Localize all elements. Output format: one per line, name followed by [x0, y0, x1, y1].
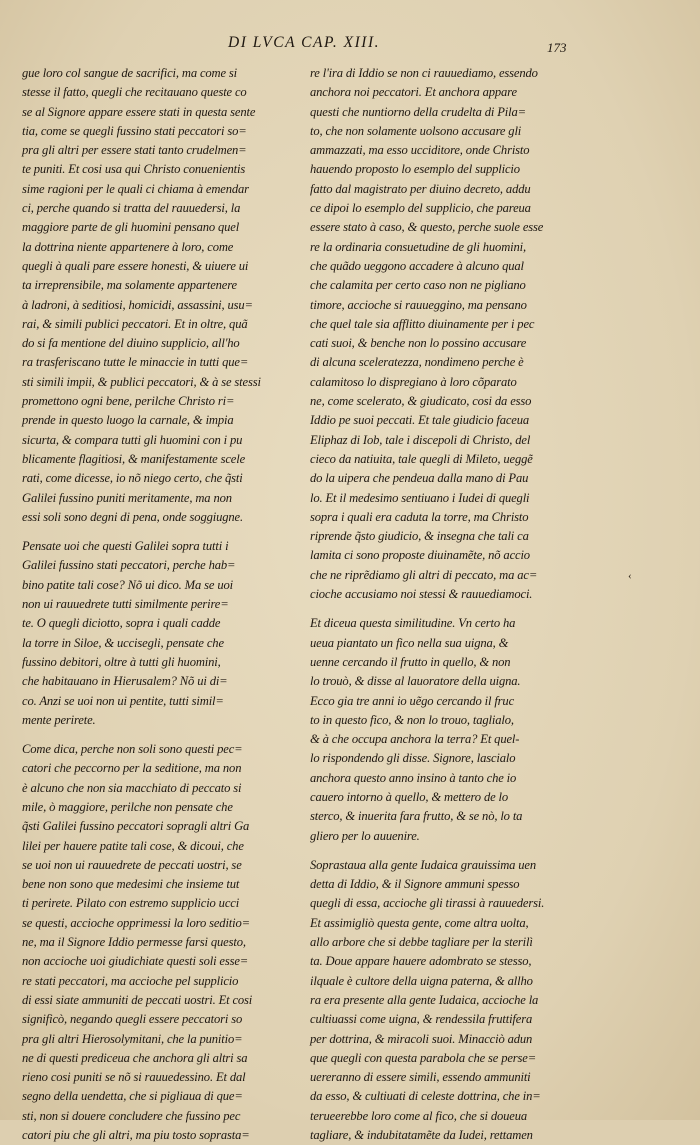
text-line: rieno cosi puniti se nõ si rauuedessino. Et dal — [22, 1070, 246, 1085]
text-line: di alcuna sceleratezza, nondimeno perche è — [310, 355, 524, 370]
text-line: re l'ira di Iddio se non ci rauuediamo, essendo — [310, 66, 538, 80]
text-line: uereranno di essere simili, essendo ammuniti — [310, 1070, 531, 1085]
text-line: sopra i quali era caduta la torre, ma Christo — [310, 509, 529, 524]
text-line: lo trouò, & disse al lauoratore della uigna. — [310, 674, 521, 689]
text-line: Iddio pe suoi peccati. Et tale giudicio faceua — [310, 413, 530, 428]
text-line: que quegli con questa parabola che se perse= — [310, 1050, 537, 1065]
paragraph — [22, 537, 302, 730]
text-line: anchora questo anno insino à tanto che io — [310, 770, 517, 785]
text-line: to, che non solamente uolsono accusare gli — [310, 123, 522, 138]
text-line: fussino debitori, oltre à tutti gli huomini, — [22, 654, 221, 669]
text-line: ci, perche quando si tratta del rauuedersi, la — [22, 201, 241, 216]
text-line: do la uipera che pendeua dalla mano di Pau — [310, 471, 529, 486]
text-line: q̃sti Galilei fussino peccatori sopragli altri Ga — [22, 819, 250, 834]
text-line: cati suoi, & benche non lo possino accusare — [310, 336, 527, 351]
text-line: ra era presente alla gente Iudaica, accioche la — [310, 992, 539, 1007]
text-line: pra gli altri per essere stati tanto crudelmen= — [22, 143, 247, 158]
text-line: cieco da natiuita, tale quegli di Mileto, ueggẽ — [310, 451, 533, 466]
text-line: to in questo fico, & non lo trouo, taglialo, — [310, 712, 514, 727]
text-line: ra trasferiscano tutte le minaccie in tutti que= — [22, 355, 249, 370]
text-line: stesse il fatto, quegli che recitauano queste co — [22, 85, 247, 100]
text-line: riprende q̃sto giudicio, & insegna che tali ca — [310, 529, 529, 544]
text-line: Soprastaua alla gente Iudaica grauissima uen — [310, 857, 537, 872]
text-line: timore, accioche si rauueggino, ma pensano — [310, 297, 527, 312]
text-line: sterco, & inuerita fara frutto, & se nò, lo ta — [310, 809, 523, 824]
text-line: che calamita per certo caso non ne pigliano — [310, 278, 526, 293]
text-line: tia, come se quegli fussino stati peccatori so= — [22, 123, 247, 138]
text-line: te. O quegli diciotto, sopra i quali cadde — [22, 616, 221, 631]
text-line: non ui rauuedrete tutti similmente perire= — [22, 597, 229, 612]
text-line: questi che nuntiorno della crudelta di Pila= — [310, 104, 526, 119]
text-line: cultiuassi come uigna, & rendessila fruttifera — [310, 1012, 533, 1027]
text-line: tagliare, & indubitatamẽte da Iudei, rettamen — [310, 1128, 533, 1143]
text-line: lamita ci sono proposte diuinamẽte, nõ accio — [310, 548, 530, 563]
text-line: cauero intorno à quello, & mettero de lo — [310, 789, 509, 804]
text-line: & à che occupa anchora la terra? Et quel- — [310, 732, 520, 747]
text-line: essere stato à caso, & questo, perche suole esse — [310, 220, 544, 235]
text-line: che quel tale sia afflitto diuinamente per i pec — [310, 316, 535, 331]
text-line: lo. Et il medesimo sentiuano i Iudei di quegli — [310, 490, 530, 505]
text-line: re la ordinaria consuetudine de gli huomini, — [310, 239, 526, 254]
text-line: detta di Iddio, & il Signore ammuni spesso — [310, 877, 520, 892]
text-line: che quãdo ueggono accadere à alcuno qual — [310, 258, 524, 273]
text-line: anchora noi peccatori. Et anchora appare — [310, 85, 517, 100]
text-line: sime ragioni per le quali ci chiama à emendar — [22, 181, 249, 196]
text-line: Pensate uoi che questi Galilei sopra tutti i — [22, 539, 229, 554]
margin-mark: ‹ — [628, 570, 632, 582]
text-line: bene non sono que medesimi che insieme tut — [22, 877, 240, 892]
text-line: non accioche uoi giudichiate questi soli esse= — [22, 954, 249, 969]
text-line: lo rispondendo gli disse. Signore, lascialo — [310, 751, 516, 766]
text-line: se al Signore appare essere stati in questa sente — [22, 104, 256, 119]
paragraph — [310, 614, 585, 846]
text-line: catori che peccorno per la seditione, ma non — [22, 761, 242, 776]
text-line: uenne cercando il frutto in quello, & non — [310, 654, 511, 669]
running-header: DI LVCA CAP. XIII. — [228, 34, 380, 51]
text-line: hauendo proposto lo esemplo del supplicio — [310, 162, 520, 177]
left-column — [22, 64, 302, 1145]
text-line: per dottrina, & miracoli suoi. Minacciò adun — [310, 1031, 533, 1046]
text-line: fatto dal magistrato per diuino decreto, addu — [310, 181, 531, 196]
text-line: essi soli sono degni di pena, onde soggiugne. — [22, 509, 243, 524]
text-line: ueua piantato un fico nella sua uigna, & — [310, 635, 509, 650]
text-line: Galilei fussino stati peccatori, perche hab= — [22, 558, 236, 573]
text-line: ta. Doue appare hauere adombrato se stesso, — [310, 954, 532, 969]
text-line: ammazzati, ma esso ucciditore, onde Christo — [310, 143, 530, 158]
text-line: lilei per hauere patite tali cose, & dicoui, che — [22, 838, 244, 853]
text-line: promettono ogni bene, perilche Christo ri= — [22, 394, 235, 409]
text-line: la dottrina niente appartenere à loro, come — [22, 239, 234, 254]
text-line: Et assimigliò questa gente, come altra uolta, — [310, 915, 529, 930]
text-line: catori piu che gli altri, ma piu tosto soprasta= — [22, 1128, 250, 1143]
text-line: gue loro col sangue de sacrifici, ma come si — [22, 66, 238, 80]
text-line: se uoi non ui rauuedrete de peccati uostri, se — [22, 857, 242, 872]
text-line: re stati peccatori, ma accioche pel supplicio — [22, 973, 239, 988]
text-line: allo arbore che si debbe tagliare per la sterilì — [310, 935, 533, 950]
text-line: cioche accusiamo noi stessi & rauuediamoci. — [310, 587, 533, 602]
text-line: calamitoso lo dispregiano à loro cõparato — [310, 374, 517, 389]
text-line: maggiore parte de gli huomini pensano quel — [22, 220, 240, 235]
text-line: rati, come dicesse, io nõ niego certo, che q̃sti — [22, 471, 243, 486]
text-line: te puniti. Et cosi usa qui Christo conuenientis — [22, 162, 246, 177]
paragraph — [310, 856, 585, 1145]
text-line: ne, come scelerato, & giudicato, cosi da esso — [310, 394, 532, 409]
text-line: Galilei fussino puniti meritamente, ma non — [22, 490, 232, 505]
text-line: sti simili impii, & publici peccatori, & à se stessi — [22, 374, 261, 389]
text-line: segno della uendetta, che si pigliaua di que= — [22, 1089, 243, 1104]
text-line: da esso, & cultiuati di celeste dottrina, che in= — [310, 1089, 541, 1104]
text-line: ce dipoi lo esemplo del supplicio, che pareua — [310, 201, 531, 216]
text-line: sicurta, & compara tutti gli huomini con i pu — [22, 432, 243, 447]
text-line: Eliphaz di Iob, tale i discepoli di Christo, del — [310, 432, 531, 447]
paragraph — [22, 740, 302, 1145]
text-line: ne di questi prediceua che anchora gli altri sa — [22, 1050, 248, 1065]
text-line: Ecco gia tre anni io uẽgo cercando il fruc — [310, 693, 515, 708]
paragraph — [310, 64, 585, 604]
text-line: di essi siate ammuniti de peccati uostri. Et cosi — [22, 992, 253, 1007]
text-line: significò, negando quegli essere peccatori so — [22, 1012, 243, 1027]
text-line: blicamente flagitiosi, & manifestamente scele — [22, 451, 246, 466]
text-line: ilquale è cultore della uigna paterna, & allho — [310, 973, 533, 988]
right-column — [310, 64, 585, 1145]
text-line: ti perirete. Pilato con estremo supplicio ucci — [22, 896, 240, 911]
text-line: mile, ò maggiore, perilche non pensate che — [22, 799, 233, 814]
text-line: rai, & simili publici peccatori. Et in oltre, quã — [22, 316, 248, 331]
text-line: prende in questo luogo la carnale, & impia — [22, 413, 234, 428]
text-line: co. Anzi se uoi non ui pentite, tutti simil= — [22, 693, 224, 708]
page-number: 173 — [547, 40, 567, 55]
text-line: à ladroni, à seditiosi, homicidi, assassini, usu= — [22, 297, 253, 312]
text-line: che ne riprẽdiamo gli altri di peccato, ma ac= — [310, 567, 538, 582]
text-line: se questi, accioche opprimessi la loro seditio= — [22, 915, 250, 930]
text-line: la torre in Siloe, & uccisegli, pensate che — [22, 635, 224, 650]
text-line: è alcuno che non sia macchiato di peccato si — [22, 780, 242, 795]
text-line: Et diceua questa similitudine. Vn certo ha — [310, 616, 516, 631]
text-line: ne, ma il Signore Iddio permesse farsi questo, — [22, 935, 246, 950]
text-line: ta irreprensibile, ma solamente appartenere — [22, 278, 237, 293]
text-line: bino patite tali cose? Nõ ui dico. Ma se uoi — [22, 577, 233, 592]
paragraph — [22, 64, 302, 527]
text-line: quegli à quali pare essere honesti, & uiuere ui — [22, 258, 249, 273]
text-line: mente perirete. — [22, 712, 96, 727]
text-line: pra gli altri Hierosolymitani, che la punitio= — [22, 1031, 243, 1046]
text-line: gliero per lo auuenire. — [310, 828, 420, 843]
text-line: che habitauano in Hierusalem? Nõ ui di= — [22, 674, 228, 689]
text-line: terueerebbe loro come al fico, che si doueua — [310, 1108, 527, 1123]
text-line: quegli di essa, accioche gli tirassi à rauuedersi. — [310, 896, 545, 911]
text-line: do si fa mentione del diuino supplicio, all'ho — [22, 336, 240, 351]
text-line: Come dica, perche non soli sono questi pec= — [22, 742, 243, 757]
text-line: sti, non si douere concludere che fussino pec — [22, 1108, 241, 1123]
